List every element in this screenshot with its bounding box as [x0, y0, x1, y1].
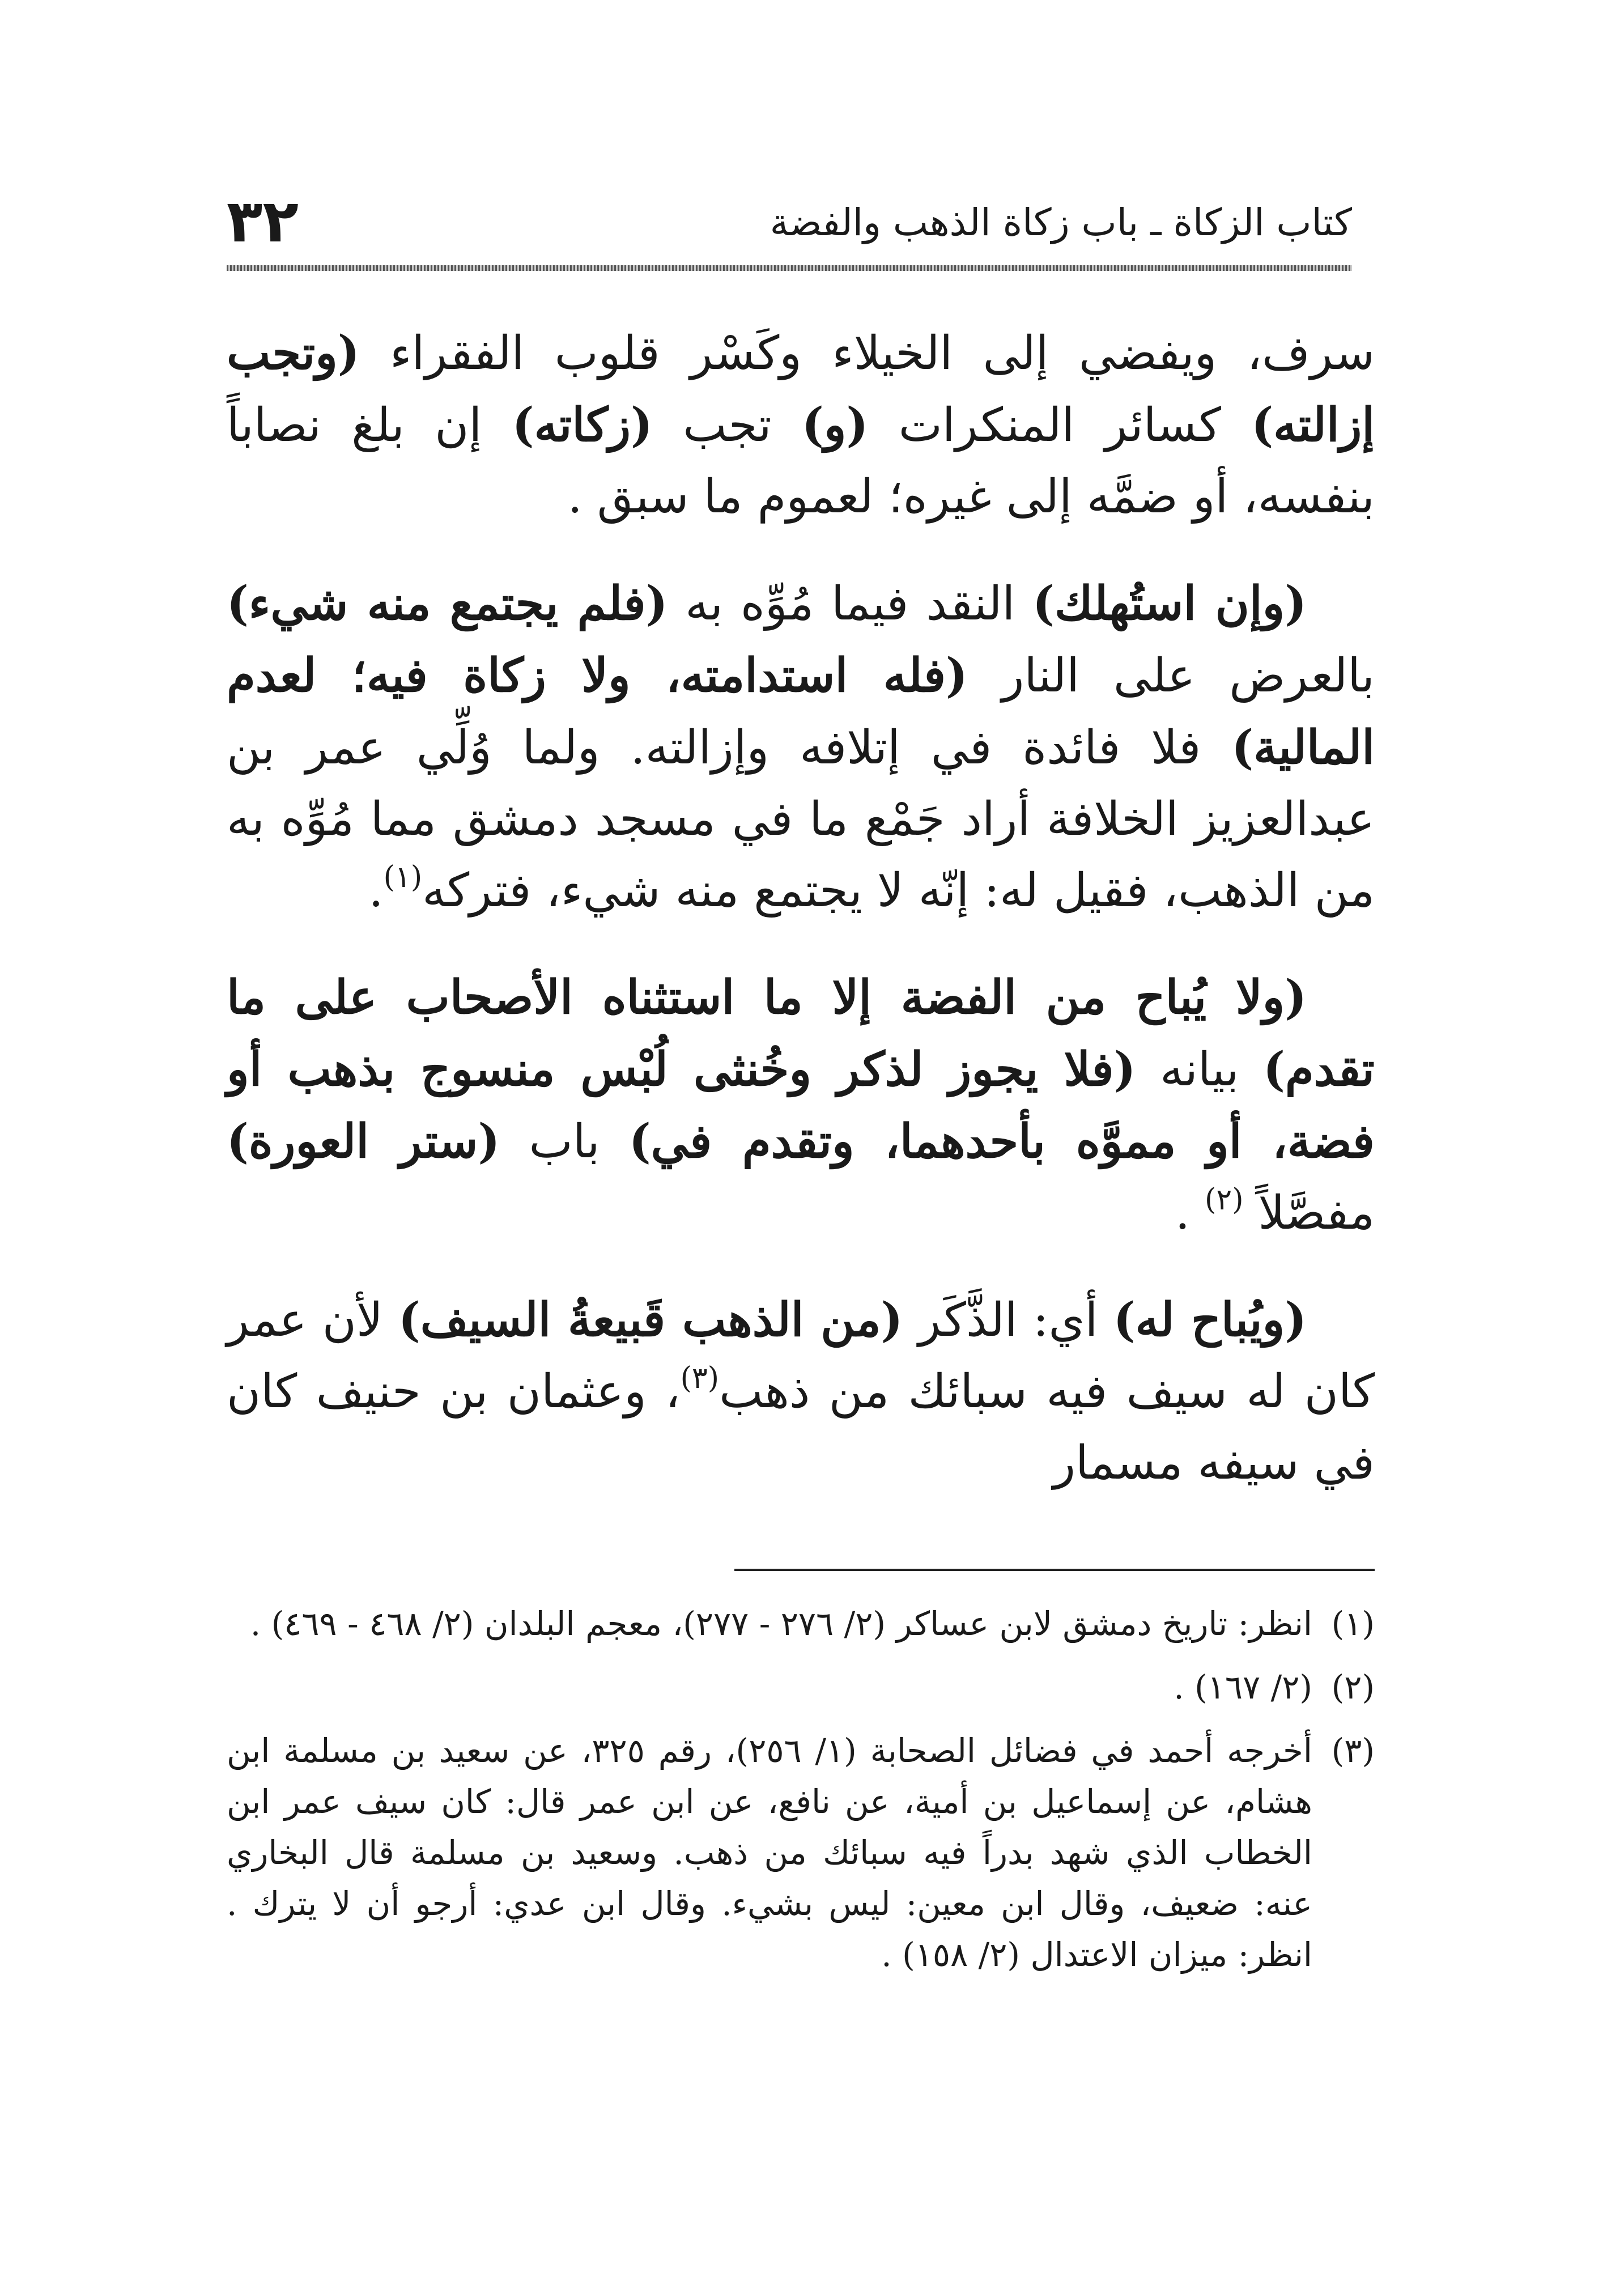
text-run: بيانه [1136, 1043, 1264, 1097]
bold-phrase: (زكاته) [512, 398, 653, 452]
footnote-ref-1[interactable]: (١) [383, 860, 423, 894]
footnote-ref-2[interactable]: (٢) [1204, 1183, 1244, 1217]
text-run: لأن عمر كان له سيف فيه سبائك من ذهب [227, 1293, 1375, 1419]
footnote-1 [227, 1598, 1375, 1649]
text-run: بالعرض على النار [967, 649, 1375, 703]
footnote-3 [227, 1725, 1375, 1980]
bold-phrase: (وتجب إزالته) [227, 326, 1375, 452]
text-run: فلا فائدة في إتلافه وإزالته. ولما وُلِّي عمر بن عبدالعزيز الخلافة أراد جَمْع ما في مسجد دمشق مما مُوِّه به من الذهب، فقيل له: إنّه لا يجتمع منه شيء، فتركه [227, 721, 1375, 918]
page-header [227, 187, 1352, 278]
paragraph-2 [227, 568, 1375, 927]
text-run: ، وعثمان بن حنيف كان في سيفه مسمار [227, 1365, 1375, 1490]
text-run: إن بلغ نصاباً بنفسه، أو ضمَّه إلى غيره؛ لعموم ما سبق . [227, 398, 1375, 524]
text-run: . [368, 864, 384, 918]
text-run: مفصَّلاً [1243, 1186, 1375, 1240]
bold-phrase: (ولا يُباح من الفضة إلا ما استثناه الأصحاب على ما تقدم) [227, 970, 1375, 1097]
bold-phrase: (فلم يجتمع منه شيء) [227, 576, 668, 631]
text-run: . [1175, 1186, 1205, 1240]
footnotes-section [227, 1598, 1375, 1993]
text-run: تجب [652, 398, 802, 452]
text-run: سرف، ويفضي إلى الخيلاء وكَسْر قلوب الفقراء [359, 326, 1375, 380]
footnote-divider [734, 1569, 1375, 1571]
bold-phrase: (ستر العورة) [227, 1114, 500, 1169]
footnote-marker: (١) [1331, 1604, 1375, 1643]
main-text [227, 317, 1375, 1534]
bold-phrase: (فله استدامته، ولا زكاة فيه؛ لعدم المالية) [227, 648, 1375, 775]
bold-phrase: (وإن استُهلك) [1032, 576, 1307, 631]
text-run: باب [500, 1115, 629, 1169]
footnote-ref-3[interactable]: (٣) [680, 1361, 720, 1395]
text-run: أي: الذَّكَر [903, 1293, 1113, 1347]
footnote-marker: (٣) [1331, 1731, 1375, 1770]
bold-phrase: (فلا يجوز لذكر وخُنثى لُبْس منسوج بذهب أو فضة، أو مموَّه بأحدهما، وتقدم في) [227, 1042, 1375, 1169]
bold-phrase: (و) [802, 398, 869, 452]
paragraph-1 [227, 317, 1375, 533]
text-run: النقد فيما مُوِّه به [668, 577, 1033, 631]
footnote-text: (٢/ ١٦٧) . [1174, 1668, 1312, 1706]
bold-phrase: (ويُباح له) [1113, 1293, 1307, 1347]
paragraph-3 [227, 962, 1375, 1249]
footnote-text: أخرجه أحمد في فضائل الصحابة (١/ ٢٥٦)، رقم ٣٢٥، عن سعيد بن مسلمة ابن هشام، عن إسماعيل بن أمية، عن نافع، عن ابن عمر قال: كان سيف عمر ابن الخطاب الذي شهد بدراً فيه سبائك من ذهب. وسعيد بن مسلمة قال البخاري عنه: ضعيف، وقال ابن معين: ليس بشيء. وقال ابن عدي: أرجو أن لا يترك . انظر: ميزان الاعتدال (٢/ ١٥٨) . [227, 1731, 1312, 1974]
text-run: كسائر المنكرات [868, 398, 1252, 452]
page-number: ٣٢ [227, 186, 299, 256]
header-divider [227, 265, 1352, 271]
footnote-2 [227, 1662, 1375, 1713]
paragraph-4 [227, 1284, 1375, 1499]
running-title: كتاب الزكاة ـ باب زكاة الذهب والفضة [770, 201, 1352, 244]
bold-phrase: (من الذهب قَبيعةُ السيف) [398, 1293, 903, 1347]
footnote-marker: (٢) [1331, 1668, 1375, 1706]
footnote-text: انظر: تاريخ دمشق لابن عساكر (٢/ ٢٧٦ - ٢٧٧)، معجم البلدان (٢/ ٤٦٨ - ٤٦٩) . [250, 1604, 1312, 1643]
